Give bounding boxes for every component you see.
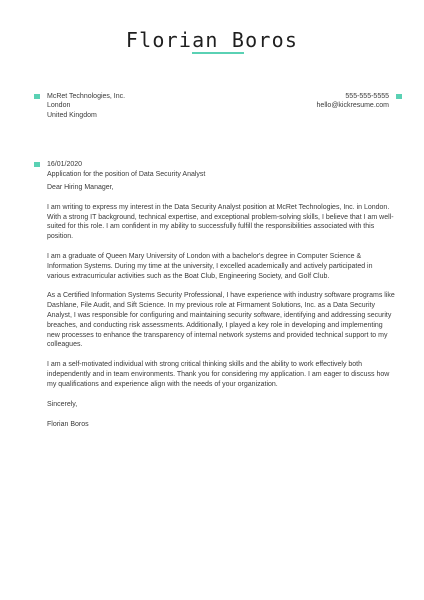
sender-country: United Kingdom: [47, 111, 97, 119]
closing-phrase: Sincerely,: [47, 400, 78, 408]
contact-marker-icon: [396, 94, 402, 99]
signature-name: Florian Boros: [47, 421, 89, 429]
applicant-name: Florian Boros: [125, 28, 299, 52]
paragraph-closing: I am a self-motivated individual with strong critical thinking skills and the ability to work effectively both independently and in team environments. Thank you for considering my application. I am eager to discuss how my qualifications and experience align with the needs of your organization.: [47, 361, 390, 388]
contact-block: [242, 92, 402, 111]
paragraph-experience: As a Certified Information Systems Security Professional, I have experience with industry software programs like Dashlane, File Audit, and Sift Science. In my previous role at Firmament Solutions, Inc. as a Data Security Analyst, I was responsible for configuring and maintaining security software, identifying and addressing security breaches, and conducting risk assessments. Additionally, I played a key role in developing and implementing new processes to enhance the transparency of internal network systems and provided technical support to my colleagues.: [47, 292, 395, 349]
letter-date: 16/01/2020: [47, 161, 83, 168]
salutation: Dear Hiring Manager,: [47, 184, 114, 191]
paragraph-intro: I am writing to express my interest in the Data Security Analyst position at McRet Technologies, Inc. in London. With a strong IT background, technical expertise, and exceptional problem-solving skills, I believe that I am well-suited for this role. I am confident in my ability to successfully fulfill the responsibilities associated with this position.: [47, 203, 394, 241]
meta-marker-icon: [34, 162, 40, 167]
letter-subject: Application for the position of Data Security Analyst: [47, 170, 206, 178]
sender-block: [34, 92, 194, 120]
sender-company: McRet Technologies, Inc.: [47, 93, 126, 100]
contact-phone: 555-555-5555: [345, 93, 389, 100]
sender-marker-icon: [34, 94, 40, 99]
letter-body: [47, 183, 397, 440]
paragraph-education: I am a graduate of Queen Mary University of London with a bachelor's degree in Computer Science & Information Systems. During my time at the university, I excelled academically and actively participated in various extracurricular activities such as the Boat Club, Engineering Society, and Golf Club.: [47, 252, 373, 280]
contact-email[interactable]: hello@kickresume.com: [316, 102, 389, 110]
letter-meta: [34, 160, 374, 179]
sender-city: London: [47, 102, 71, 110]
name-underline: [192, 52, 244, 54]
